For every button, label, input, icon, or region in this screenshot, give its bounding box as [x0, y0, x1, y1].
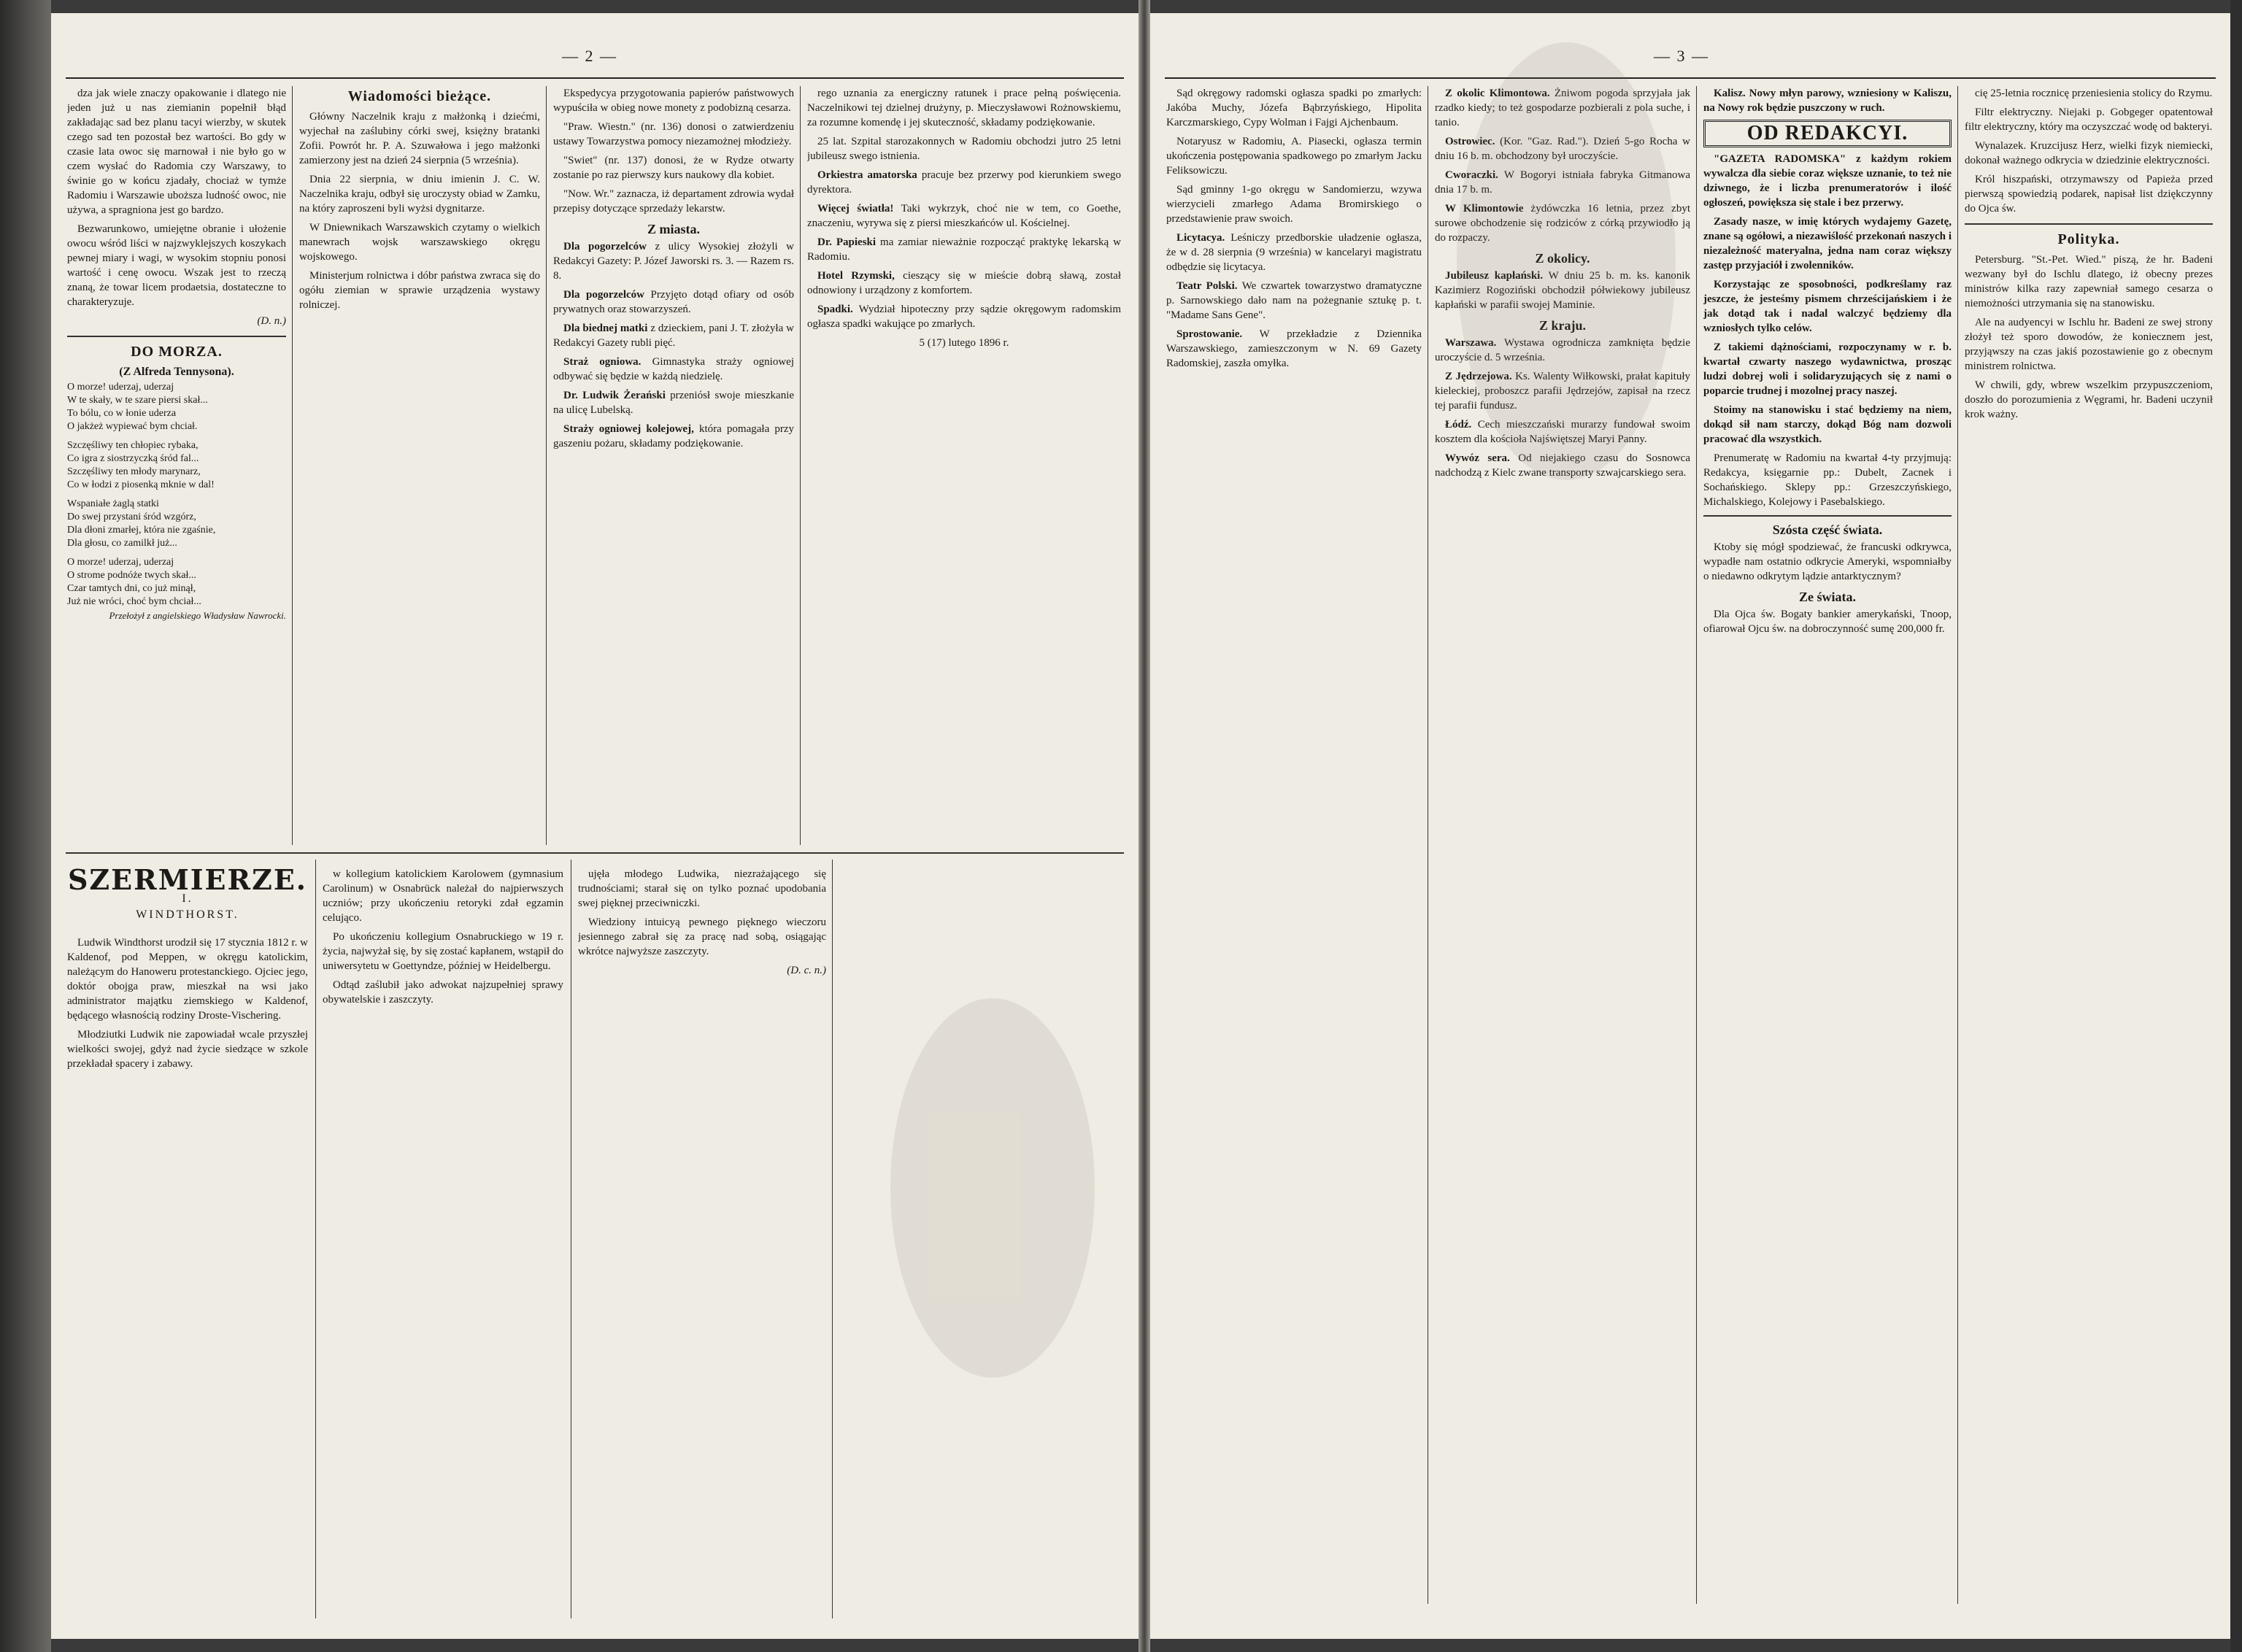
news-item-lead: Z Jędrzejowa. [1445, 371, 1512, 382]
news-item-text: Żniwom pogoda sprzyjała jak rzadko kiedy; to też gospodarze pozbierali z pola suche, i tanio. [1435, 88, 1690, 128]
news-item-text: We czwartek towarzystwo dramatyczne p. Sarnowskiego dało nam na pożegnanie sztukę p. t. "Madame Sans Gene". [1166, 280, 1422, 321]
feuilleton-paragraph: Odtąd zaślubił jako adwokat najzupełniej sprawy obywatelskie i zaszczyty. [323, 979, 563, 1006]
right-column-3 [1703, 86, 1952, 1604]
book-edge-right [2230, 0, 2242, 1652]
news-item [807, 235, 1121, 264]
poem-line: Już nie wróci, choć bym chciał... [67, 596, 201, 607]
news-item-text: pracuje bez przerwy pod kierunkiem swego dyrektora. [807, 169, 1121, 196]
news-paragraph: Ekspedycya przygotowania papierów państwowych wypuściła w obieg nowe monety z podobizną cesarza. [553, 88, 794, 114]
poem-lines [67, 381, 286, 609]
poem-line: Do swej przystani śród wzgórz, [67, 512, 196, 522]
politics-paragraph: Ale na audyencyi w Ischlu hr. Badeni ze swej strony złożył też sporo dowodów, że koniecznem jest, przyjąwszy na czas jakiś pozostawienie go z obecnym ministrem rolnictwa. [1965, 317, 2213, 372]
left-page [51, 13, 1139, 1639]
news-item-lead: W Klimontowie [1445, 203, 1524, 215]
news-paragraph: Ministerjum rolnictwa i dóbr państwa zwraca się do ogółu ziemian w sprawie urządzenia wystawy rolniczej. [299, 270, 540, 311]
news-item [807, 201, 1121, 231]
poem-line: Dla głosu, co zamilkł już... [67, 538, 177, 549]
news-paragraph: "Praw. Wiestn." (nr. 136) donosi o zatwierdzeniu ustawy Towarzystwa pomocy niezamożnej młodzieży. [553, 121, 794, 147]
news-item-lead: Teatr Polski. [1176, 280, 1238, 292]
news-item-text: Taki wykrzyk, choć nie w tem, co Goethe, znaczeniu, wyrywa się z piersi mieszkańców ul. Kościelnej. [807, 203, 1121, 229]
news-item-text: Od niejakiego czasu do Sosnowca nadchodzą z Kielc zwane transporty szwajcarskiego sera. [1435, 452, 1690, 479]
news-item [807, 302, 1121, 331]
news-item-lead: Sprostowanie. [1176, 328, 1243, 340]
article-paragraph: Bezwarunkowo, umiejętne obranie i ułożenie owocu wśród liści w najzwyklejszych koszykach pewnej miary i wagi, w wysokim stopniu ponosi wartość i cenę owocu. Wszak jest to rzeczą znaną, że towar licem prodaetsia, dostateczne to charakteryzuje. [67, 223, 286, 308]
news-item-lead: Ostrowiec. [1445, 136, 1495, 147]
subscription-notice: Prenumeratę w Radomiu na kwartał 4-ty przyjmują: Redakcya, księgarnie pp.: Dubelt, Zacnek i Sochańskiego. Sklepy pp.: Grzeszczyńskiego, Michalskiego, Kolejowy i Pasebalskiego. [1703, 452, 1952, 508]
poem-line: Szczęśliwy ten młody marynarz, [67, 466, 201, 477]
column-rule [1696, 86, 1697, 1604]
notices-list [1166, 231, 1422, 371]
news-item [553, 321, 794, 350]
feuilleton-paragraph: Wiedziony intuicyą pewnego pięknego wieczoru jesiennego zabrał się za pracę nad sobą, osiągając wkrótce najwyższe zaszczyty. [578, 916, 826, 957]
column-rule [832, 860, 833, 1618]
section-title: Ze świata. [1799, 590, 1856, 604]
news-item [807, 269, 1121, 298]
news-item-lead: Wywóz sera. [1445, 452, 1510, 464]
news-item-text: cieszący się w mieście dobrą sławą, został odnowiony i urządzony z komfortem. [807, 270, 1121, 296]
paper-stain [1457, 42, 1676, 480]
section-title: Polityka. [2057, 231, 2120, 247]
poem-subtitle: (Z Alfreda Tennysona). [119, 366, 234, 378]
feuilleton-signature: (D. c. n.) [787, 965, 826, 976]
left-column-3 [553, 86, 794, 845]
feuilleton-subtitle: WINDTHORST. [136, 908, 239, 921]
news-item [1166, 231, 1422, 274]
news-item [553, 388, 794, 417]
paper-stain [890, 998, 1095, 1378]
section-divider [1703, 515, 1952, 517]
editorial-paragraph: Korzystając ze sposobności, podkreślamy raz jeszcze, że jesteśmy pismem chrześcijańskiem i że jak dotąd tak i nadal walczyć będziemy dla wzniosłych tylko celów. [1703, 279, 1952, 334]
news-item-text: W przekładzie z Dziennika Warszawskiego, zamieszczonym w N. 69 Gazety Radomskiej, zaszła omyłka. [1166, 328, 1422, 369]
news-paragraph: cię 25-letnia rocznicę przeniesienia stolicy do Rzymu. [1975, 88, 2213, 99]
news-paragraph: rego uznania za energiczny ratunek i prace pełną poświęcenia. Naczelnikowi tej dzielnej drużyny, p. Mieczysławowi Rożnowskiemu, za rozumne komendę i jej skuteczność, składamy podziękowanie. [807, 88, 1121, 128]
poem-line: O jakżeż wypiewać bym chciał. [67, 421, 198, 432]
column-rule [546, 86, 547, 845]
news-paragraph: 25 lat. Szpital starozakonnych w Radomiu obchodzi jutro 25 letni jubileusz swego istnienia. [807, 136, 1121, 162]
news-item [553, 355, 794, 384]
page-number: — 3 — [1654, 47, 1709, 65]
feuilleton-numeral: I. [182, 892, 193, 905]
right-column-4 [1965, 86, 2213, 1604]
section-divider [67, 336, 286, 337]
city-news-list [553, 239, 794, 451]
editorial-paragraph: Stoimy na stanowisku i stać będziemy na niem, dokąd sił nam starczy, dokąd Bóg nam dozwoli pracować dla wszystkich. [1703, 404, 1952, 445]
poem-title: DO MORZA. [131, 344, 223, 360]
news-paragraph: Notaryusz w Radomiu, A. Piasecki, ogłasza termin ukończenia postępowania spadkowego po zmarłym Jacku Feliksowiczu. [1166, 136, 1422, 177]
news-item-text: W dniu 25 b. m. ks. kanonik Kazimierz Rogoziński obchodził półwiekowy jubileusz kapłański w parafii swojej Maminie. [1435, 270, 1690, 311]
editorial-paragraph: "GAZETA RADOMSKA" z każdym rokiem wywalcza dla siebie coraz większe uznanie, to też nie dziwnego, że i liczba prenumeratorów i ilość ogłoszeń, powiększa się stale i bez przerwy. [1703, 153, 1952, 209]
top-rule [66, 77, 1124, 79]
editorial-paragraph: Zasady nasze, w imię których wydajemy Gazetę, znane są ogółowi, a niezawiślość przekonań naszych i niezależność materyalna, jedna nam coraz większy zastęp przyjaciół i zwolenników. [1703, 216, 1952, 271]
news-item-text: z ulicy Wysokiej złożyli w Redakcyi Gazety: P. Józef Jaworski rs. 3. — Razem rs. 8. [553, 241, 794, 282]
news-item-lead: Więcej światła! [817, 203, 894, 215]
news-item-text: Leśniczy przedborskie uładzenie ogłasza, że w d. 28 sierpnia (9 września) w kancelaryi magistratu odbędzie się licytacya. [1166, 232, 1422, 273]
news-item [807, 168, 1121, 197]
left-column-2 [299, 86, 540, 845]
news-item-text: żydówczka 16 letnia, przez zbyt surowe obchodzenie się rodziców z córką przywiodło ją do rozpaczy. [1435, 203, 1690, 244]
news-paragraph: Wynalazek. Kruzcijusz Herz, wielki fizyk niemiecki, dokonał ważnego odkrycia w dziedzinie elektryczności. [1965, 140, 2213, 166]
news-item-text: Gimnastyka straży ogniowej odbywać się będzie w każdą niedzielę. [553, 356, 794, 382]
poem-line: Czar tamtych dni, co już minął, [67, 583, 196, 594]
news-item [1166, 279, 1422, 323]
news-item-text: (Kor. "Gaz. Rad."). Dzień 5-go Rocha w dniu 16 b. m. obchodzony był uroczyście. [1435, 136, 1690, 162]
news-item-lead: Dla pogorzelców [563, 289, 644, 301]
poem-line: Dla dłoni zmarłej, która nie zgaśnie, [67, 525, 216, 536]
section-title: Z kraju. [1538, 318, 1586, 333]
poem-line: Wspaniałe żaglą statki [67, 498, 159, 509]
news-paragraph: W Dniewnikach Warszawskich czytamy o wielkich manewrach wojsk warszawskiego okręgu wojskowego. [299, 222, 540, 263]
news-paragraph: Król hiszpański, otrzymawszy od Papieża przed pierwszą spowiedzią podarek, napisał list dziękczynny do Ojca św. [1965, 174, 2213, 215]
book-gutter [1139, 0, 1150, 1652]
news-item-text: W Bogoryi istniała fabryka Gitmanowa dnia 17 b. m. [1435, 169, 1690, 196]
news-item-lead: Z okolic Klimontowa. [1445, 88, 1550, 99]
section-title: Szósta część świata. [1772, 522, 1883, 537]
date-line: 5 (17) lutego 1896 r. [919, 337, 1009, 349]
news-item-lead: Łódź. [1445, 419, 1472, 431]
book-spine-left [0, 0, 51, 1652]
page-number: — 2 — [562, 47, 617, 65]
editorial-title: OD REDAKCYI. [1746, 122, 1908, 144]
news-paragraph: "Swiet" (nr. 137) donosi, że w Rydze otwarty zostanie po raz pierwszy kurs naukowy dla kobiet. [553, 155, 794, 181]
feuilleton-paragraph: Po ukończeniu kollegium Osnabruckiego w 19 r. życia, najwyżał się, by się zostać kapłanem, wstąpił do uniwersytetu w Goettyndze, później w Heidelbergu. [323, 931, 563, 972]
feuilleton-paragraph: Ludwik Windthorst urodził się 17 stycznia 1812 r. w Kaldenof, pod Meppen, w okręgu katolickim, należącym do Hanoweru protestanckiego. Ojciec jego, doktór obojga praw, mieszkał na wsi jako administrator majątku ziemskiego w Kaldenof, będącego własnością rodziny Droste-Vischering. [67, 937, 308, 1022]
editorial-text [1703, 152, 1952, 447]
news-paragraph: Główny Naczelnik kraju z małżonką i dziećmi, wyjechał na zaślubiny córki swej, księżny bratanki Zofii. Powrót hr. P. A. Szuwałowa i jego małżonki zamierzony jest na dzień 24 sierpnia (5 września). [299, 111, 540, 166]
news-item-lead: Orkiestra amatorska [817, 169, 917, 181]
news-item-text: Ks. Walenty Wiłkowski, prałat kapituły kieleckiej, proboszcz parafii Jędrzejów, zapisał na rzecz tej parafii fundusz. [1435, 371, 1690, 412]
news-paragraph: Kalisz. Nowy młyn parowy, wzniesiony w Kaliszu, na Nowy rok będzie puszczony w ruch. [1703, 88, 1952, 114]
news-item-text: Cech mieszczański murarzy fundował swoim kosztem dla kościoła Najświętszej Maryi Panny. [1435, 419, 1690, 445]
news-item-lead: Spadki. [817, 304, 853, 315]
news-item-text: ma zamiar nieważnie rozpocząć praktykę lekarską w Radomiu. [807, 236, 1121, 263]
poem-line: Szczęśliwy ten chłopiec rybaka, [67, 440, 199, 451]
news-item-lead: Dr. Papieski [817, 236, 877, 248]
column-rule [1957, 86, 1958, 1604]
politics-paragraph: Petersburg. "St.-Pet. Wied." piszą, że hr. Badeni wezwany był do Ischlu dlatego, iż obecny prezes ministrów kilka razy zapewniał samego cesarza o niemożności utrzymania się na stanowisku. [1965, 254, 2213, 309]
news-item-text: przeniósł swoje mieszkanie na ulicę Lubelską. [553, 390, 794, 416]
column-rule [292, 86, 293, 845]
news-item-text: Wystawa ogrodnicza zamknięta będzie uroczyście d. 5 września. [1435, 337, 1690, 363]
feuilleton-column-1 [67, 867, 308, 1626]
feuilleton-column-3 [578, 867, 826, 1626]
editorial-paragraph: Z takiemi dążnościami, rozpoczynamy w r. b. kwartał czwarty naszego wydawnictwa, prosząc ludzi dobrej woli i solidaryzujących się z nami o poparcie trudnej i mozolnej pracy naszej. [1703, 341, 1952, 397]
poem-line: O morze! uderzaj, uderzaj [67, 557, 174, 568]
feuilleton-paragraph: ujęła młodego Ludwika, niezrażającego się trudnościami; starał się on tylko poznać upodobania swej pięknej przeciwniczki. [578, 868, 826, 909]
news-item-lead: Dla biednej matki [563, 323, 648, 334]
right-page [1150, 13, 2230, 1639]
section-title: Z miasta. [647, 222, 700, 236]
news-item-lead: Jubileusz kapłański. [1445, 270, 1544, 282]
left-column-4 [807, 86, 1121, 845]
poem-line: To bólu, co w łonie uderza [67, 408, 177, 419]
section-divider [1965, 223, 2213, 225]
news-item-lead: Licytacya. [1176, 232, 1225, 244]
section-title: Z okolicy. [1535, 251, 1590, 266]
poem-line: O morze! uderzaj, uderzaj [67, 382, 174, 393]
politics-paragraph: W chwili, gdy, wbrew wszelkim przypuszczeniom, doszło do porozumienia z Węgrami, hr. Badeni uczynił krok ważny. [1965, 379, 2213, 420]
news-item-text: z dzieckiem, pani J. T. złożyła w Redakcyi Gazety rubli pięć. [553, 323, 794, 349]
news-paragraph: Sąd gminny 1-go okręgu w Sandomierzu, wzywa wierzycieli zmarłego Adama Bromirskiego o przedstawienie praw swoich. [1166, 184, 1422, 225]
section-title: Wiadomości bieżące. [347, 88, 492, 104]
news-item [553, 239, 794, 283]
news-item-lead: Hotel Rzymski, [817, 270, 895, 282]
news-paragraph: Sąd okręgowy radomski ogłasza spadki po zmarłych: Jakóba Muchy, Józefa Bąbrzyńskiego, Hipolita Karczmarskiego, Cypy Wolman i Fajgi Ajchenbaum. [1166, 88, 1422, 128]
poem-line: Co igra z siostrzyczką śród fal... [67, 453, 199, 464]
poem-line: O strome podnóże twych skał... [67, 570, 196, 581]
news-item-lead: Warszawa. [1445, 337, 1497, 349]
left-column-1 [67, 86, 286, 830]
poem-line: W te skały, w te szare piersi skał... [67, 395, 208, 406]
feuilleton-title: SZERMIERZE. [67, 867, 308, 896]
news-item-lead: Straż ogniowa. [563, 356, 642, 368]
top-rule [1165, 77, 2216, 79]
news-paragraph: Dnia 22 sierpnia, w dniu imienin J. C. W. Naczelnika kraju, odbył się uroczysty obiad w Zamku, na który zaproszeni byli wyżsi dygnitarze. [299, 174, 540, 215]
right-column-1 [1166, 86, 1422, 1604]
column-rule [800, 86, 801, 845]
feuilleton-column-2 [323, 867, 563, 1626]
news-paragraph: Dla Ojca św. Bogaty bankier amerykański, Tnoop, ofiarował Ojcu św. na dobroczynność sumę 200,000 fr. [1703, 609, 1952, 635]
news-item [553, 287, 794, 317]
editorial-box [1703, 120, 1952, 147]
article-signature: (D. n.) [257, 315, 286, 327]
poem-translator: Przełożył z angielskiego Władysław Nawrocki. [109, 610, 286, 621]
feuilleton-paragraph: w kollegium katolickiem Karolowem (gymnasium Carolinum) w Osnabrück należał do najpierwszych uczniów; przy ukończeniu retoryki zdał egzamin celująco. [323, 868, 563, 924]
poem-line: Co w łodzi z piosenką mknie w dal! [67, 479, 215, 490]
news-item [553, 422, 794, 451]
feuilleton-rule [66, 852, 1124, 854]
news-item-lead: Dla pogorzelców [563, 241, 647, 252]
news-item [1166, 327, 1422, 371]
news-paragraph: "Now. Wr." zaznacza, iż departament zdrowia wydał przepisy dotyczące sprzedaży lekarstw. [553, 188, 794, 215]
feuilleton-paragraph: Młodziutki Ludwik nie zapowiadał wcale przyszłej wielkości swojej, gdyż nad życie siedzące w szkole przekładał spacery i zabawy. [67, 1029, 308, 1070]
news-item-lead: Straży ogniowej kolejowej, [563, 423, 694, 435]
news-item-text: Przyjęto dotąd ofiary od osób prywatnych oraz stowarzyszeń. [553, 289, 794, 315]
local-news-list [807, 168, 1121, 331]
news-item-lead: Cworaczki. [1445, 169, 1498, 181]
news-item-text: która pomagała przy gaszeniu pożaru, składamy podziękowanie. [553, 423, 794, 449]
news-item-lead: Dr. Ludwik Żerański [563, 390, 666, 401]
article-paragraph: dza jak wiele znaczy opakowanie i dlatego nie jeden już u nas ziemianin popełnił błąd zakładając sad bez planu tacyi wierzby, w skutek czego sad ten pozostał bez wartości. Bo gdy w czasie lata owoc się marnował i nie było go w czem wysłać do Radomia czy Warszawy, to świnie go w końcu zjadały, chociaż w tymże Radomiu i Warszawie uboższa ludność owoc, nie używa, a spragniona jest go bardzo. [67, 88, 286, 216]
news-paragraph: Filtr elektryczny. Niejaki p. Gobgeger opatentował filtr elektryczny, który ma oczyszczać wodę od bakteryi. [1965, 107, 2213, 133]
news-item-text: Wydział hipoteczny przy sądzie okręgowym radomskim ogłasza spadki wakujące po zmarłych. [807, 304, 1121, 330]
news-paragraph: Ktoby się mógł spodziewać, że francuski odkrywca, wypadłe nam ostatnio odkrycie Ameryki, wspomniałby o niedawno odkrytym lądzie antarktycznym? [1703, 541, 1952, 582]
column-rule [315, 860, 316, 1618]
